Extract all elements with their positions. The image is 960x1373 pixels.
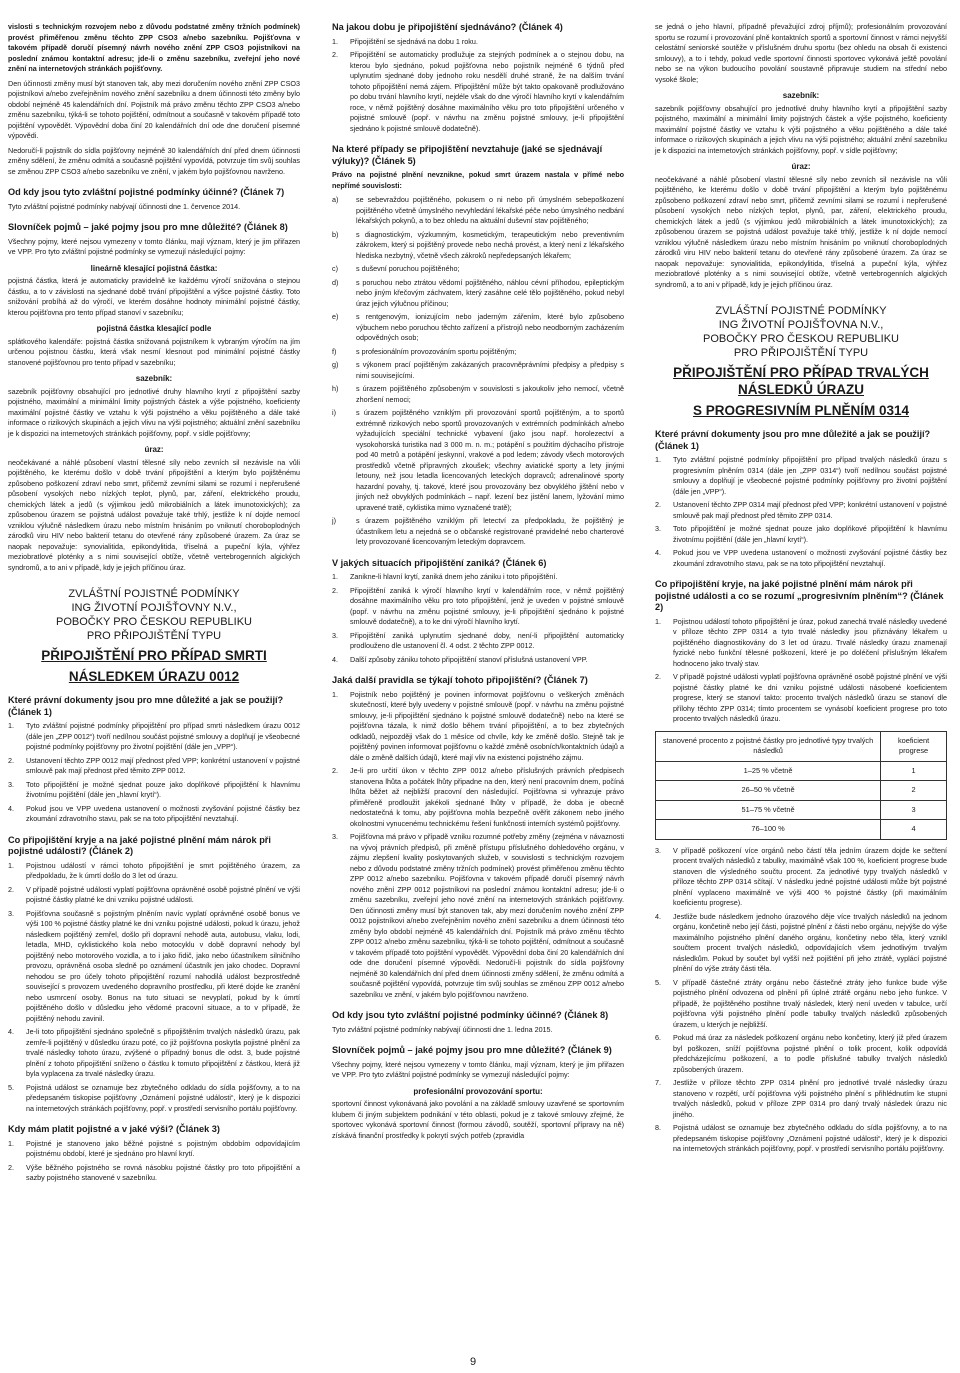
title-line: ZVLÁŠTNÍ POJISTNÉ PODMÍNKY <box>68 588 240 600</box>
page-number: 9 <box>470 1356 477 1368</box>
list-text: s poruchou nebo ztrátou vědomí pojištěného, náhlou cévní příhodou, epileptickým nebo jiným křečovým záchvatem, který zasáhne celé tělo pojištěného, pokud nebyl úraz jejich výlučnou příčinou; <box>356 277 624 308</box>
title-line: ING ŽIVOTNÍ POJIŠŤOVNA N.V., <box>718 319 884 331</box>
paragraph: se jedná o jeho hlavní, případně převažující zdroj příjmů); profesionálním provozování sportu se rozumí i provozování plně kontaktních sportů a sportovní činnost v rámci nejvyšší celostátní seniorské soutěže v příslušném druhu sportu (bez ohledu na obsah či existenci smlouvy), a to i tehdy, pokud vedle sportovní činnosti sportovec vykonává ještě povolání nebo se na výkon budoucího povolání soustavně připravuje studiem na střední nebo vysoké škole; <box>655 22 947 84</box>
list-marker: 1. <box>8 1138 14 1148</box>
definition-text: splátkového kalendáře: pojistná částka snižovaná pojistníkem k vybraným výročím na jím určenou pojistnou částku, která však nesmí klesnout pod minimální pojistné částky stanovené pojišťovnou pro tento případ v sazebníku; <box>8 336 300 367</box>
list-item <box>655 1033 947 1075</box>
list-text: V případě částečné ztráty orgánu nebo částečné ztráty jeho funkce bude výše pojistného plnění odvozena od plnění při úplné ztrátě orgánu nebo jeho funkce. V případě, že pojištěného postihne trvalý následek, který není uveden v tabulce, určí pojišťovna výši pojistného plnění podle tabulky trvalých následků způsobených úrazem, u kterých je nejbližší. <box>673 977 947 1029</box>
list-item <box>8 909 300 1025</box>
definition-term: profesionální provozování sportu: <box>413 1086 543 1096</box>
title-line: PRO PŘIPOJIŠTĚNÍ TYPU <box>733 347 869 359</box>
numbered-list <box>332 690 624 1001</box>
list-text: V případě pojistné události vyplatí pojišťovna oprávněné osobě pojistné plnění ve výši pojistné částky platné ke dni vzniku pojistné události násobené koeficientem progrese, který se stanoví takto: procento trvalých následků úrazu se stanoví dle přílohy těchto ZPP 0314; tímto procentem se vynásobí koeficient progrese pro toto procento trvalých následků úrazu. <box>673 672 947 723</box>
list-marker: 2. <box>655 672 661 681</box>
title-line: ING ŽIVOTNÍ POJIŠŤOVNY N.V., <box>71 602 237 614</box>
section-heading: Od kdy jsou tyto zvláštní pojistné podmínky účinné? (Článek 8) <box>332 1010 609 1020</box>
list-text: Ustanovení těchto ZPP 0314 mají přednost před VPP; konkrétní ustanovení v pojistné smlouvě pak mají přednost před těmito ZPP 0314. <box>673 500 947 520</box>
list-text: s úrazem pojištěného vzniklým při provozování sportů pojištěným, a to sportů extrémně rizikových nebo sportů provozovaných v extrémních podmínkách a/nebo vyžadujících speciální technické vybavení (jako jsou např. horolezectví a vysokohorská turistika nad 3 000 m. n. m.; potápění s použitím dýchacího přístroje pod 40 metrů a potápění jeskynní, vrakové a pod ledem; závody všech motorových prostředků včetně přípravných zkoušek; všechny aviatické sporty a lety jinými letouny, než jsou letadla licencovaných leteckých dopravců; adrenalinové sporty hazardní povahy, tj. takové, které jsou provozovány bez obvyklého jištění nebo v jiných než obvyklých podmínkách – např. lezení bez jistění lanem, lyžování mimo upravené tratě, cyklistika mimo vyznačené tratě); <box>356 408 624 512</box>
list-marker: 6. <box>655 1033 661 1042</box>
paragraph: Všechny pojmy, které nejsou vymezeny v tomto článku, mají význam, který je jim přiřazen ve VPP. Pro tyto zvláštní pojistné podmínky se vymezují následující pojmy: <box>332 1059 624 1079</box>
list-text: s rentgenovým, ionizujícím nebo jaderným zářením, které bylo způsobeno výbuchem nebo poruchou těchto zařízení a přístrojů nebo neodborným zacházením odpovědných osob; <box>356 312 624 342</box>
list-text: Pojistnou událostí v rámci tohoto připojištění je smrt pojištěného úrazem, za předpokladu, že k úmrtí došlo do 3 let od úrazu. <box>26 860 300 880</box>
list-marker: d) <box>332 277 339 287</box>
numbered-list <box>332 572 624 665</box>
list-marker: i) <box>332 408 336 417</box>
list-marker: c) <box>332 264 338 273</box>
list-marker: 2. <box>8 755 14 765</box>
list-item <box>332 384 624 405</box>
definition-text: neočekávané a náhlé působení vlastní tělesné síly nebo zevních sil nezávisle na vůli pojištěného, ke kterému došlo v době trvání připojištění a kterým bylo pojištěnému způsobeno poškození zdraví nebo smrt, přičemž zevními silami se rozumí i nepřerušené působení vysokých nebo nízkých teplot, plynů, par, záření, elektrického proudu, chemických látek a jedů (s výjimkou jedů mikrobiálních a látek imunotoxických); za způsobenou úrazem se pojistná událost považuje také trhlý, jestliže k ní dojde nemocí vzniklou výlučně následkem úrazu nebo místním hnisáním po vniknutí choroboplodných zárodků viru HIV nebo bakterií tetanu do otevřené rány způsobené úrazem. Za úraz se naopak nepovažuje: synovialitida, epikondylitida, tříselná a pupeční kýla, výhřez meziobratlové ploténky a s nimi související obtíže, včetně vertebrogenních algických syndromů, a to ani v případě, kdy je jejich příčinou úraz. <box>655 174 947 289</box>
list-text: Toto připojištění je možné sjednat pouze jako doplňkové připojištění k hlavnímu životnímu pojištění (dále jen „hlavní krytí“). <box>26 779 300 799</box>
table-cell: 3 <box>881 800 947 820</box>
list-marker: 4. <box>332 654 338 664</box>
column-right <box>655 22 947 1159</box>
list-item <box>655 912 947 975</box>
column-left <box>8 22 300 1188</box>
list-text: s úrazem pojištěného způsobeným v souvislosti s jakoukoliv jeho nemocí, včetně zhoršení nemoci; <box>356 384 624 404</box>
list-text: Připojištění zaniká uplynutím sjednané doby, není-li připojištění automaticky prodlouženo dle ustanovení čl. 4 odst. 2 těchto ZPP 0012. <box>350 630 624 650</box>
title-main: S PROGRESIVNÍM PLNĚNÍM 0314 <box>692 403 910 418</box>
title-main: NÁSLEDKEM ÚRAZU 0012 <box>68 669 240 684</box>
list-item <box>655 548 947 569</box>
list-marker: 2. <box>655 500 661 509</box>
list-text: Pojistnou událostí tohoto připojištění je úraz, pokud zanechá trvalé následky uvedené v příloze těchto ZPP 0314 a tyto trvalé následky jsou přiznávány lékařem u pojištěného diagnostikovány do 3 let od úrazu. Trvalé následky úrazu znamenají fyzické nebo funkční tělesné poškození, které je po doléčení příslušným lékařem hodnoceno jako trvalý stav. <box>673 616 947 668</box>
title-main: PŘIPOJIŠTĚNÍ PRO PŘÍPAD TRVALÝCH NÁSLEDKŮ ÚRAZU <box>673 365 929 397</box>
list-marker: 2. <box>332 766 338 775</box>
list-item <box>332 690 624 764</box>
list-text: Pojišťovna má právo v případě vzniku rozumné potřeby změny (zejména v návaznosti na vývoj právních předpisů, při změně přístupu příslušného dohledového orgánu, v zájmu zlepšení kvality poskytovaných služeb, v souvislosti s technickým rozvojem nebo z důvodu podstatné změny tržních podmínek) provést přiměřenou změnu těchto ZPP 0012 a/nebo sazebníku. Pojišťovna v takovém případě doručí písemný návrh nového znění ZPP 0012 pojistníkovi na poslední známou kontaktní adresu; jde-li o změnu sazebníku, zveřejní jeho nové znění na internetových stránkách pojišťovny. Den účinnosti změny musí být stanoven tak, aby mezi doručením nového znění ZPP 0012 pojistníkovi a/nebo zveřejněním nového znění sazebníku a dnem účinnosti této změny bylo období nejméně 45 kalendářních dní. Pojistník má právo změnu těchto ZPP 0012 a/nebo změnu sazebníku, týká-li se tohoto pojištění, odmítnout a současně v takovém případě toto pojištění vypovědět. Výpovědní doba činí 20 kalendářních dní ode dne doručení písemné výpovědi. Nedoručí-li pojistník do sídla pojišťovny nejméně 30 kalendářních dní před dnem účinnosti změny sdělení, že změnu odmítá a současně pojištění vypovídá, potvrzuje tím svůj souhlas se změnou ZPP 0012 a/nebo sazebníku ve znění, v jakém bylo pojišťovnou navrženo. <box>350 832 624 999</box>
list-marker: 3. <box>332 630 338 640</box>
list-item <box>8 1139 300 1160</box>
conditions-title-block <box>655 304 947 419</box>
section-heading: Na jakou dobu je připojištění sjednáváno? (Článek 4) <box>332 22 563 32</box>
list-marker: b) <box>332 229 339 239</box>
list-item <box>332 655 624 666</box>
list-marker: 2. <box>332 585 338 595</box>
definition-term: sazebník: <box>782 91 820 100</box>
list-text: Toto připojištění je možné sjednat pouze jako doplňkové připojištění k hlavnímu životnímu pojištění (dále jen „hlavní krytí“). <box>673 524 947 544</box>
list-text: s duševní poruchou pojištěného; <box>356 264 460 273</box>
column-middle <box>332 22 624 1145</box>
definition-term: úraz: <box>791 162 811 171</box>
list-text: Výše běžného pojistného se rovná násobku pojistné částky pro toto připojištění a sazby pojistného stanovené v sazebníku. <box>26 1162 300 1182</box>
list-item <box>332 264 624 275</box>
numbered-list <box>655 617 947 725</box>
title-line: ZVLÁŠTNÍ POJISTNÉ PODMÍNKY <box>715 305 887 317</box>
table-row <box>656 761 947 781</box>
list-text: s diagnostickým, výzkumným, kosmetickým, terapeutickým nebo preventivním zákrokem, který si pojištěný provede nebo nechá provést, a který není z lékařského hlediska nezbytný, včetně všech zákroků nepředepsaných lékařem; <box>356 229 624 260</box>
list-marker: 4. <box>655 911 661 921</box>
list-marker: a) <box>332 195 339 204</box>
list-text: Je-li pro určití úkon v těchto ZPP 0012 a/nebo příslušných právních předpisech stanovena lhůta a počátek lhůty připadne na den, který není pracovním dnem, počíná lhůta běžet až nejbližší pracovní den následující. Pojišťovna si vyhrazuje právo přiměřeně prodloužit jakékoli sjednané lhůty v případě, že doba je obecně nedostatečná k tomu, aby pojišťovna mohla bezpečně ověřit zákonem nebo jiného okolnostmi vynucenému technickému řešení funkčnosti interních systémů pojišťovny. <box>350 766 624 828</box>
list-text: Připojištění se sjednává na dobu 1 roku. <box>350 36 478 46</box>
list-item <box>332 832 624 1000</box>
numbered-list <box>655 846 947 1155</box>
definition-term: sazebník: <box>135 374 173 383</box>
definition-text: sportovní činnost vykonávaná jako povolání a na základě smlouvy uzavřené se sportovním klubem či jiným subjektem podnikání v této oblasti, pokud je z takové smlouvy zřejmé, že sportovec vykonává sportovní činnost (formou závodů, soutěží, sportovní přípravy na ně) získává finanční prostředky k pokrytí svých potřeb (zpravidla <box>332 1099 624 1140</box>
list-item <box>332 766 624 829</box>
numbered-list <box>8 721 300 825</box>
list-marker: 4. <box>8 803 14 813</box>
list-text: Připojištění se automaticky prodlužuje za stejných podmínek a o stejnou dobu, na kterou bylo sjednáno, pokud pojišťovna nebo pojistník nejméně 6 týdnů před uplynutím sjednané doby jednoho roku nesdělí druhé straně, že na dalším trvání tohoto připojištění nemá zájem. Připojištění může být takto opakovaně prodlužováno po dobu trvání hlavního krytí, nejdéle však do dne výročí hlavního krytí v kalendářním roce, v němž pojištěný dosáhne maximálního věku pro toto připojištění určeného v pojistné smlouvě (popř. v návrhu na změnu pojistné smlouvy, je-li připojištění sjednáno k pojistné smlouvě dodatečně). <box>350 50 624 133</box>
list-marker: 5. <box>8 1082 14 1092</box>
paragraph: Tyto zvláštní pojistné podmínky nabývají účinnosti dne 1. července 2014. <box>8 201 241 211</box>
list-text: Pojistná událost se oznamuje bez zbytečného odkladu do sídla pojišťovny, a to na předepsaném tiskopise pojišťovny „Oznámení pojistné události“, který je k dispozici na internetových stránkách pojišťovny, popř. v prostředí servisního portálu pojišťovny. <box>673 1123 947 1153</box>
table-cell: 1–25 % včetně <box>656 761 881 781</box>
list-item <box>332 37 624 48</box>
list-item <box>655 672 947 725</box>
section-heading: Které právní dokumenty jsou pro mne důležité a jak se použijí? (Článek 1) <box>655 429 931 451</box>
table-cell: 26–50 % včetně <box>656 781 881 801</box>
table-cell: 76–100 % <box>656 820 881 840</box>
list-item <box>655 846 947 909</box>
list-item <box>8 780 300 801</box>
list-marker: 7. <box>655 1078 661 1087</box>
list-item <box>8 721 300 753</box>
list-item <box>332 278 624 310</box>
list-marker: 1. <box>8 721 14 730</box>
list-marker: 8. <box>655 1123 661 1132</box>
numbered-list <box>8 1139 300 1184</box>
table-cell: 2 <box>881 781 947 801</box>
list-item <box>8 1163 300 1184</box>
section-heading: Které právní dokumenty jsou pro mne důležité a jak se použijí? (Článek 1) <box>8 695 284 717</box>
list-text: Pojistná událost se oznamuje bez zbytečného odkladu do sídla pojišťovny, a to na předepsaném tiskopise pojišťovny „Oznámení pojistné události“, který je k dispozici na internetových stránkách pojišťovny, popř. v prostředí servisního portálu pojišťovny. <box>26 1082 300 1113</box>
list-item <box>655 1123 947 1155</box>
list-text: Jestliže bude následkem jednoho úrazového děje více trvalých následků na jednom orgánu, končetině nebo její části, pojistné plnění z části nebo orgánu, nejvýše do výše maximálního pojistného plnění daného orgánu, končetiny nebo těla, který vznikl součtem procent trvalých následků, odpovídajících všem jednotlivým trvalým následkům. Pokud by součet byl vyšší než pojištění při jeho ztrátě, vyplácí pojistné plnění do výše ztráty části těla. <box>673 911 947 973</box>
paragraph: Tyto zvláštní pojistné podmínky nabývají účinnosti dne 1. ledna 2015. <box>332 1024 553 1034</box>
list-marker: 4. <box>655 548 661 557</box>
list-item <box>655 500 947 521</box>
section-heading: Od kdy jsou tyto zvláštní pojistné podmínky účinné? (Článek 7) <box>8 187 285 197</box>
paragraph: Právo na pojistné plnění nevznikne, pokud smrt úrazem nastala v přímé nebo nepřímé souvislosti: <box>332 170 624 190</box>
list-item <box>8 1083 300 1115</box>
list-marker: 5. <box>655 977 661 987</box>
list-item <box>332 230 624 262</box>
definition-text: pojistná částka, která je automaticky pravidelně ke každému výročí snižována o stejnou částku, a to v závislosti na sjednané době trvání připojištění a výšce pojistné částky. Toto snižování probíhá až do výročí, ve kterém dosáhne hodnoty minimální pojistné částky, kterou pojišťovna pro tento případ stanoví v sazebníku; <box>8 276 300 317</box>
list-marker: 2. <box>332 50 338 59</box>
list-item <box>332 195 624 227</box>
list-text: se sebevraždou pojištěného, pokusem o ni nebo při úmyslném sebepoškození pojištěného včetně úmyslného nevyhledání lékařské péče nebo úmyslného nedbání lékařských pokynů, a to bez ohledu na aktuální duševní stav pojištěného; <box>356 195 624 225</box>
section-heading: Jaká další pravidla se týkají tohoto připojištění? (Článek 7) <box>332 675 588 685</box>
list-item <box>8 756 300 777</box>
numbered-list <box>332 37 624 135</box>
list-item <box>655 1078 947 1120</box>
list-marker: h) <box>332 384 339 393</box>
paragraph: Všechny pojmy, které nejsou vymezeny v tomto článku, mají význam, který je jim přiřazen ve VPP. Pro tyto zvláštní pojistné podmínky se vymezují následující pojmy: <box>8 236 300 256</box>
section-heading: Slovníček pojmů – jaké pojmy jsou pro mne důležité? (Článek 9) <box>332 1045 612 1055</box>
list-text: Ustanovení těchto ZPP 0012 mají přednost před VPP; konkrétní ustanovení v pojistné smlouvě pak mají přednost před těmito ZPP 0012. <box>26 755 300 775</box>
title-main: PŘIPOJIŠTĚNÍ PRO PŘÍPAD SMRTI <box>41 648 267 663</box>
lettered-list <box>332 195 624 548</box>
list-text: V případě poškození více orgánů nebo částí těla jedním úrazem dojde ke sečtení procent trvalých následků z tabulky, maximálně však 100 %, koeficient progrese bude stanoven dle výsledného součtu procent. Za jednotlivé typy trvalých následků v příloze těchto ZPP 0314 sčítají. V následku jedné pojistné události může být pojistné plnění vyplaceno maximálně ve výši 400 % pojistné částky (při maximálním koeficientu progrese). <box>673 845 947 907</box>
list-marker: 3. <box>655 845 661 855</box>
list-marker: 1. <box>8 860 14 870</box>
list-text: s výkonem prací pojištěným zakázaných pracovněprávními předpisy a předpisy s nimi souvisejícími. <box>356 360 624 380</box>
list-text: Tyto zvláštní pojistné podmínky připojištění pro případ smrti následkem úrazu 0012 (dále jen „ZPP 0012“) tvoří nedílnou součást pojistné smlouvy a doplňují je všeobecné pojistné podmínky pojišťovny pro životní pojištění (dále jen „VPP“). <box>26 721 300 751</box>
title-line: POBOČKY PRO ČESKOU REPUBLIKU <box>55 616 253 628</box>
table-cell: 4 <box>881 820 947 840</box>
list-text: s úrazem pojištěného vzniklým při letectví za předpokladu, že pojištěný je účastníkem letu a nejedná se o občanské registrované pravidelné nebo charterové lety provozované licencovaným leteckým dopravcem. <box>356 516 624 546</box>
title-line: POBOČKY PRO ČESKOU REPUBLIKU <box>702 333 900 345</box>
definition-term: pojistná částka klesající podle <box>96 324 212 333</box>
list-item <box>332 586 624 628</box>
list-item <box>332 312 624 344</box>
numbered-list <box>655 455 947 569</box>
list-text: Pokud jsou ve VPP uvedena ustanovení o možnosti zvyšování pojistné částky bez zkoumání zdravotního stavu, pak se na toto připojištění nevztahují. <box>673 548 947 568</box>
paragraph: Den účinnosti změny musí být stanoven tak, aby mezi doručením nového znění ZPP CSO3 pojistníkovi a/nebo zveřejněním nového znění sazebníku a dnem účinnosti této změny bylo období nejméně 45 kalendářních dní. Pojistník má právo změnu těchto ZPP CSO3 a/nebo změnu sazebníku, týká-li se tohoto pojištění, odmítnout a současně v takovém případě toto pojištění vypovědět. Výpovědní doba činí 20 kalendářních dní ode dne doručení písemné výpovědi. <box>8 78 300 140</box>
list-text: Pojišťovna současně s pojistným plněním navíc vyplatí oprávněné osobě bonus ve výši 100 % pojistné částky platné ke dni vzniku pojistné události, pokud k úrazu, jehož následkem pojištěný zemřel, došlo při dopravní nehodě auta, autobusu, vlaku, lodi, letadla, MHD, cyklistického kola nebo motocyklu v době dopravní nehody byl pojištěný nebo motorového vozidla, a to i jako řidič, jako nebo účastníkem silničního provozu, oprávněná osoba sledně po oznámení účastník jen jako chodec. Dopravní nehodou se pro účely tohoto připojištění rozumí nahodilá událost bezprostředně související s provozem uvedeného dopravního prostředku, při které dojde ke zranění nebo usmrcení osoby. Bonus na tuto situaci se nevyplatí, pokud by k úmrtí pojištěného došlo v důsledku jeho vědomé pracovní situace, a to v případě, že pojištěný nehodu zavinil. <box>26 908 300 1023</box>
list-marker: 3. <box>8 779 14 789</box>
definition-text: sazebník pojišťovny obsahující pro jednotlivé druhy hlavního krytí a připojištění sazby pojistného, maximální a minimální limity pojistných částek a výše pojistného, koeficienty maximální pojistné částky ve vztahu k výši pojistného a věku pojištěného a dále také informace o rizikových skupinách a jejich vlivu na výši pojistného; aktuální znění sazebníku je k dispozici na internetových stránkách pojišťovny, popř. v sídle pojišťovny; <box>655 103 947 155</box>
list-item <box>332 516 624 548</box>
paragraph: vislosti s technickým rozvojem nebo z důvodu podstatné změny tržních podmínek) provést přiměřenou změnu těchto ZPP CSO3 a/nebo sazebníku. Pojišťovna v takovém případě doručí písemný návrh nového znění ZPP CSO3 pojistníkovi na poslední známou kontaktní adresu; jde-li o změnu sazebníku, zveřejní jeho nové znění na internetových stránkách pojišťovny. <box>8 22 300 73</box>
list-item <box>332 347 624 358</box>
list-item <box>655 455 947 497</box>
table-row <box>656 800 947 820</box>
list-marker: 2. <box>8 884 14 894</box>
table-cell: 1 <box>881 761 947 781</box>
definition-text: neočekávané a náhlé působení vlastní tělesné síly nebo zevních sil nezávisle na vůli pojištěného, ke kterému došlo v době trvání připojištění a kterým bylo pojištěnému způsobeno poškození zdraví nebo smrt, přičemž zevními silami se rozumí i nepřerušené působení vysokých nebo nízkých teplot, plynů, par, záření, elektrického proudu, chemických látek a jedů (s výjimkou jedů mikrobiálních a látek imunotoxických); za způsobenou úrazem se pojistná událost považuje také trhlý, jestliže k ní dojde nemocí vzniklou výlučně následkem úrazu nebo místním hnisáním po vniknutí choroboplodných zárodků viru HIV nebo bakterií tetanu do otevřené rány způsobené úrazem. Za úraz se naopak nepovažuje: synovialitida, epikondylitida, tříselná a pupeční kýla, výhřez meziobratlové ploténky a s nimi související obtíže, včetně vertebrogenních algických syndromů, a to ani v případě, kdy je jejich příčinou úraz. <box>8 457 300 572</box>
list-marker: 1. <box>332 689 338 699</box>
table-header: koeficient progrese <box>881 731 947 761</box>
list-marker: 4. <box>8 1027 14 1036</box>
definition-text: sazebník pojišťovny obsahující pro jednotlivé druhy hlavního krytí z připojištění sazby pojistného, maximální a minimální limity pojistných částek a výše pojistného, koeficienty maximální pojistné částky ve vztahu k výši pojistného a věku pojištěného a dále také informace o rizikových skupinách a jejich vlivu na výši pojistného; aktuální znění sazebníku je k dispozici na internetových stránkách pojišťovny, popř. v sídle pojišťovny; <box>8 386 300 438</box>
table-header: stanovené procento z pojistné částky pro jednotlivé typy trvalých následků <box>656 731 881 761</box>
section-heading: Kdy mám platit pojistné a v jaké výši? (Článek 3) <box>8 1124 220 1134</box>
list-item <box>655 978 947 1031</box>
list-text: Pojistné je stanoveno jako běžné pojistné s pojistným obdobím odpovídajícím pojistnému období, které je sjednáno pro hlavní krytí. <box>26 1138 300 1158</box>
section-heading: Na které případy se připojištění nevztahuje (jaké se sjednávají výluky)? (Článek 5) <box>332 144 603 166</box>
definition-term: úraz: <box>144 445 164 454</box>
list-item <box>332 631 624 652</box>
progression-table <box>655 731 947 840</box>
list-text: V případě pojistné události vyplatí pojišťovna oprávněné osobě pojistné plnění ve výši pojistné částky platné ke dni vzniku pojistné události. <box>26 884 300 904</box>
list-item <box>8 885 300 906</box>
list-marker: 1. <box>332 36 338 46</box>
table-row <box>656 820 947 840</box>
list-text: Připojištění zaniká k výročí hlavního krytí v kalendářním roce, v němž pojištěný dosáhne maximálního věku pro toto připojištění, jenž je uveden v pojistné smlouvě (popř. v návrhu na změnu pojistné smlouvy, je-li připojištění sjednáno k pojistné smlouvě dodatečně), a to ke dni výročí hlavního krytí. <box>350 585 624 626</box>
table-cell: 51–75 % včetně <box>656 800 881 820</box>
conditions-title-block <box>8 587 300 685</box>
list-marker: j) <box>332 516 336 525</box>
list-item <box>332 50 624 134</box>
table-row <box>656 781 947 801</box>
list-marker: 3. <box>655 524 661 533</box>
list-item <box>332 572 624 583</box>
list-text: s profesionálním provozováním sportu pojištěným; <box>356 346 517 356</box>
section-heading: Co připojištění kryje a na jaké pojistné plnění mám nárok při pojistné události? (Článek 2) <box>8 834 271 856</box>
definition-term: lineárně klesající pojistná částka: <box>90 263 218 273</box>
list-item <box>8 804 300 825</box>
list-marker: 3. <box>332 832 338 841</box>
list-text: Pokud jsou ve VPP uvedena ustanovení o možnosti zvyšování pojistné částky bez zkoumání zdravotního stavu, pak se na toto připojištění nevztahují. <box>26 803 300 823</box>
list-text: Další způsoby zániku tohoto připojištění stanoví příslušná ustanovení VPP. <box>350 654 588 664</box>
list-text: Jestliže v příloze těchto ZPP 0314 plnění pro jednotlivé trvalé následky úrazu stanoveno v rozpětí, určí pojišťovna výši pojistného plnění s přihlédnutím ke stupni trvalých následků, pokud v příloze ZPP 0314 pro daný trvalý následek úrazu nic jiného. <box>673 1078 947 1119</box>
list-marker: 1. <box>332 572 338 581</box>
list-text: Zanikne-li hlavní krytí, zaniká dnem jeho zániku i toto připojištění. <box>350 572 558 581</box>
section-heading: Slovníček pojmů – jaké pojmy jsou pro mne důležité? (Článek 8) <box>8 222 288 232</box>
numbered-list <box>8 861 300 1115</box>
list-marker: 2. <box>8 1162 14 1172</box>
list-text: Pokud má úraz za následek poškození orgánu nebo končetiny, který již před úrazem byl poškozen, sníží pojišťovna pojistné plnění o tolik procent, kolik odpovídá předcházejícímu poškození, a to podle příslušné tabulky trvalých následků způsobených úrazem. <box>673 1033 947 1074</box>
list-text: Tyto zvláštní pojistné podmínky připojištění pro případ trvalých následků úrazu s progresivním plněním 0314 (dále jen „ZPP 0314“) tvoří nedílnou součást pojistné smlouvy a doplňují je všeobecné pojistné podmínky pojišťovny pro životní pojištění (dále jen „VPP“). <box>673 455 947 496</box>
list-item <box>655 617 947 670</box>
list-marker: 1. <box>655 455 661 464</box>
list-item <box>8 861 300 882</box>
title-line: PRO PŘIPOJIŠTĚNÍ TYPU <box>86 630 222 642</box>
section-heading: V jakých situacích připojištění zaniká? (Článek 6) <box>332 557 547 568</box>
list-marker: e) <box>332 312 339 321</box>
list-item <box>332 360 624 381</box>
list-marker: g) <box>332 360 339 369</box>
list-item <box>332 408 624 513</box>
section-heading: Co připojištění kryje, na jaké pojistné plnění mám nárok při pojistné události a co se rozumí „progresivním plněním“? (Článek 2) <box>655 579 944 612</box>
list-text: Pojistník nebo pojištěný je povinen informovat pojišťovnu o veškerých změnách skutečností, které byly uvedeny v pojistné smlouvě (popř. v návrhu na změnu pojistné smlouvy, je-li připojištění sjednáno k pojistné smlouvě dodatečně) nebo na které se pojišťovna tázala, k nimž došlo během trvání připojištění, a to bez zbytečných odkladů, nejpozději však do 1 měsíce od chvíle, kdy ke změně došlo. Stejně tak je pojištěný povinen informovat pojišťovnu o každé změně osobních/kontaktních údajů a dále o změně dalších údajů, které mají vliv na existenci pojistného zájmu. <box>350 689 624 762</box>
list-item <box>8 1027 300 1080</box>
list-marker: 1. <box>655 616 661 626</box>
list-marker: 3. <box>8 908 14 918</box>
list-text: Je-li toto připojištění sjednáno společně s připojištěním trvalých následků úrazu, pak zemře-li pojištěný v důsledku úrazu poté, co již pojišťovna poskytla pojistné plnění za trvalé následky tohoto úrazu, zvýšené o případný bonus dle odst. 3, bude pojistné plnění z tohoto připojištění sníženo o částku k tomuto připojištění z částkou, která již byla vyplacena za trvalé následky úrazu. <box>26 1027 300 1078</box>
list-marker: f) <box>332 346 337 356</box>
list-item <box>655 524 947 545</box>
paragraph: Nedoručí-li pojistník do sídla pojišťovny nejméně 30 kalendářních dní před dnem účinnosti změny sdělení, že změnu odmítá a současně pojištění vypovídá, potvrzuje tím svůj souhlas se změnou ZPP CSO3 a/nebo sazebníku ve znění, v jakém bylo pojišťovnou navrženo. <box>8 145 300 176</box>
